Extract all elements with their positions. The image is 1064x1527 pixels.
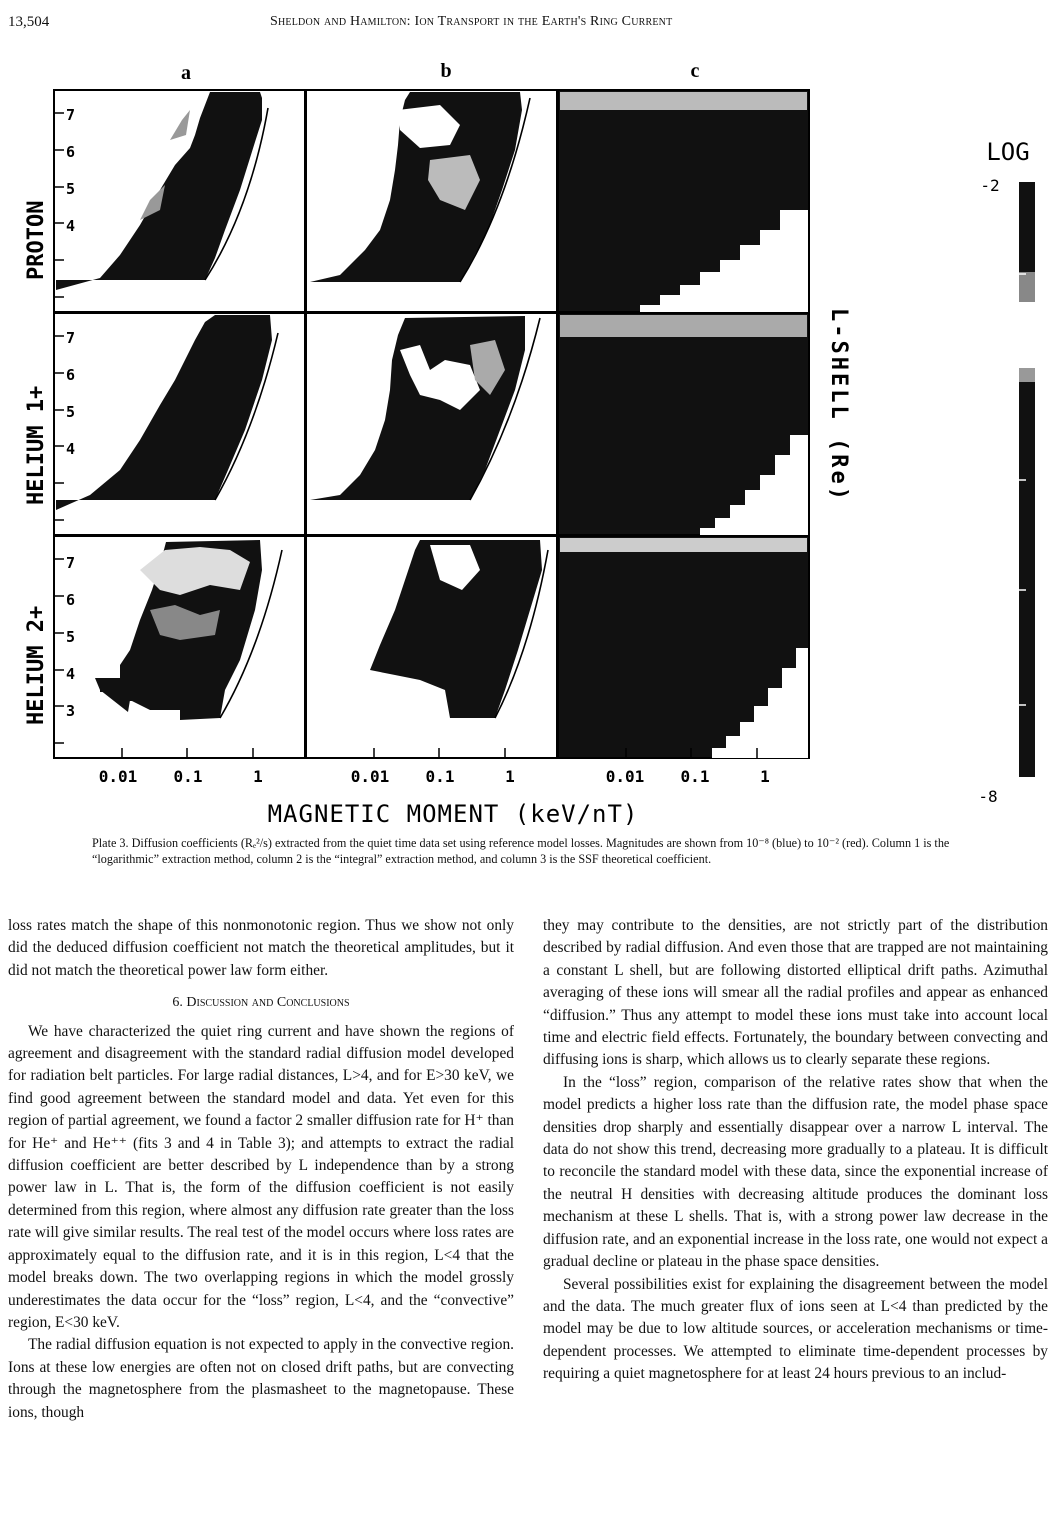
y-tick-r1-5: 5: [66, 180, 76, 198]
panel-a-helium2: [54, 536, 305, 758]
y-tick-r2-4: 4: [66, 440, 76, 458]
x-tick-a-001: 0.01: [98, 767, 138, 786]
y-tick-r2-6: 6: [66, 366, 76, 384]
plate-3-figure: [0, 50, 1064, 830]
panel-b-helium1: [306, 313, 557, 535]
x-tick-c-1: 1: [760, 767, 770, 786]
row-label-helium2: HELIUM 2+: [24, 605, 49, 725]
page-number: 13,504: [8, 14, 50, 30]
y-tick-r3-3: 3: [66, 702, 76, 720]
y-tick-r1-4: 4: [66, 217, 76, 235]
x-tick-a-1: 1: [253, 767, 263, 786]
y-tick-r3-5: 5: [66, 628, 76, 646]
y-tick-r3-6: 6: [66, 591, 76, 609]
right-paragraph-1: In the “loss” region, comparison of the relative rates show that when the model predicts a higher loss rate than the diffusion rate, the model phase space densities drop sharply and essentially disappear over a narrow L interval. The data do not show this trend, decreasing more gradually to a plateau. It is difficult to reconcile the standard model with these data, since the exponential increase of the neutral H densities with decreasing altitude produces the dominant loss mechanism at these L shells. That is, with a strong power law decrease in the diffusion rate, and an exponential increase in the loss rate, one would not expect a gradual decline or plateau in the phase space densities.: [543, 1073, 1048, 1271]
x-tick-a-01: 0.1: [173, 767, 203, 786]
left-paragraph-1: We have characterized the quiet ring current and have shown the regions of agreement and disagreement with the standard radial diffusion model developed for radiation belt particles. For large radial distances, L>4, and for E>30 keV, we find good agreement between the standard model and data. Yet even for this region of partial agreement, we found a factor 2 smaller diffusion rate for H⁺ than for He⁺ and He⁺⁺ (fits 3 and 4 in Table 3); and attempts to extract the radial diffusion coefficient are better described by L independence than by a strong power law in L. That is, the form of the diffusion coefficient is not easily determined from this region, where almost any diffusion rate greater than the loss rate will give similar results. The real test of the model occurs where loss rates are approximately equal to the diffusion rate, and it is in this region, L<4 that the model breaks down. The two overlapping regions in which the model grossly underestimates the data occur for the “loss” region, L<4, and the “convective” region, E<30 keV.: [8, 1022, 514, 1331]
y-tick-r2-7: 7: [66, 329, 76, 347]
left-paragraph-2: The radial diffusion equation is not expected to apply in the convective region. Ions at these low energies are often not on closed drift paths, but are convecting through the magnetosphere from the plasmasheet to the magnetopause. These ions, though: [8, 1336, 514, 1421]
figure-caption: Plate 3. Diffusion coefficients (Rₑ²/s) extracted from the quiet time data set using reference model losses. Magnitudes are shown from 10⁻⁸ (blue) to 10⁻² (red). Column 1 is the “logarithmic” extraction method, column 2 is the “integral” extraction method, and column 3 is the SSF theoretical coefficient.: [92, 836, 950, 866]
x-tick-b-1: 1: [505, 767, 515, 786]
x-axis-label: MAGNETIC MOMENT (keV/nT): [267, 800, 639, 828]
right-column: [543, 915, 1048, 1386]
section-heading: 6. Discussion and Conclusions: [172, 995, 350, 1011]
x-tick-b-001: 0.01: [350, 767, 390, 786]
y-axis-label: L-SHELL (Re): [826, 308, 851, 503]
running-title: Sheldon and Hamilton: Ion Transport in the Earth's Ring Current: [270, 14, 673, 29]
colorbar-max-label: -2: [980, 176, 1000, 195]
left-paragraph-0: loss rates match the shape of this nonmonotonic region. Thus we show not only did the deduced diffusion coefficient not match the theoretical amplitudes, but it did not match the theoretical power law form either.: [8, 917, 514, 979]
x-tick-b-01: 0.1: [425, 767, 455, 786]
row-label-proton: PROTON: [24, 200, 49, 280]
row-label-helium1: HELIUM 1+: [24, 385, 49, 505]
panel-b-proton: [306, 90, 557, 312]
panel-a-helium1: [54, 313, 305, 535]
y-tick-r1-6: 6: [66, 143, 76, 161]
y-tick-r3-7: 7: [66, 554, 76, 572]
colorbar-min-label: -8: [978, 787, 998, 806]
panel-b-helium2: [306, 536, 557, 758]
right-paragraph-0: they may contribute to the densities, are not strictly part of the distribution described by radial diffusion. And even those that are trapped are not maintaining a constant L shell, but are following distorted elliptical drift paths. Azimuthal averaging of these ions will smear all the radial profiles and appear as enhanced “diffusion.” Thus any attempt to model these ions must take into account local time and electric field effects. Fortunately, the boundary between convecting and diffusing ions is sharp, which allows us to clearly separate these regions.: [543, 917, 1048, 1069]
panel-c-proton: [558, 90, 809, 312]
y-tick-r1-7: 7: [66, 106, 76, 124]
column-label-b: b: [440, 60, 452, 82]
y-tick-r3-4: 4: [66, 665, 76, 683]
panel-c-helium1: [558, 313, 809, 535]
panel-a-proton: [54, 90, 305, 312]
left-column: [8, 915, 514, 1424]
column-label-c: c: [690, 60, 700, 82]
colorbar: [978, 138, 1035, 806]
colorbar-title: LOG: [986, 138, 1030, 166]
x-tick-c-01: 0.1: [680, 767, 710, 786]
column-label-a: a: [181, 62, 191, 84]
y-tick-r2-5: 5: [66, 403, 76, 421]
panel-c-helium2: [558, 536, 809, 758]
right-paragraph-2: Several possibilities exist for explaining the disagreement between the model and the data. The much greater flux of ions seen at L<4 than predicted by the model may be due to low altitude sources, or acceleration mechanisms or time-dependent processes. We attempted to eliminate time-dependent processes by requiring a quiet magnetosphere for at least 24 hours previous to an includ-: [543, 1275, 1048, 1383]
x-tick-c-001: 0.01: [605, 767, 645, 786]
